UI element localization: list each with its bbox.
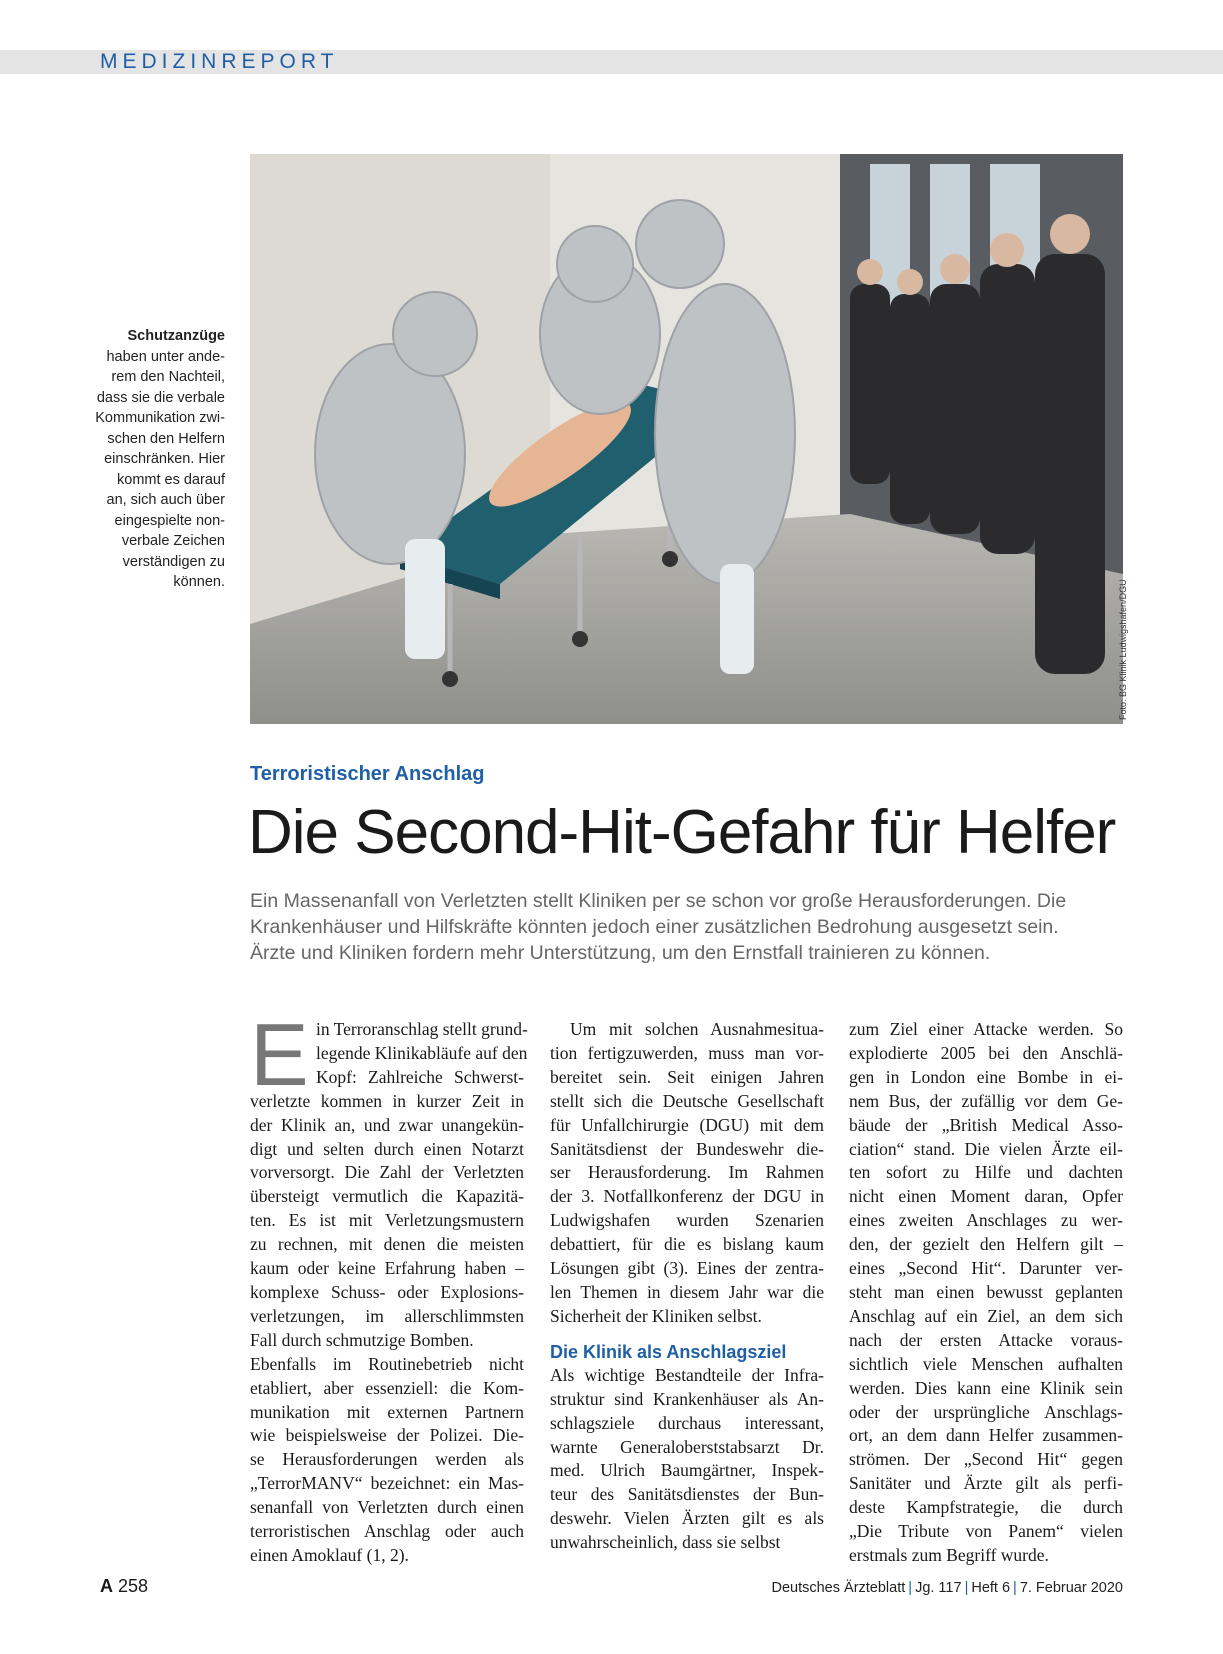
text-line: len Themen in diesem Jahr war die xyxy=(550,1281,824,1302)
text-line: tion fertigzuwerden, muss man vor- xyxy=(550,1042,824,1063)
text-line: ten. Es ist mit Verletzungsmustern xyxy=(250,1210,524,1231)
text-line: stellt sich die Deutsche Gesellschaft xyxy=(550,1090,824,1111)
text-line: Kopf: Zahlreiche Schwerst- xyxy=(316,1066,524,1087)
text-line: für Unfallchirurgie (DGU) mit dem xyxy=(550,1114,824,1135)
text-line: teur des Sanitätsdienstes der Bun- xyxy=(550,1484,824,1505)
text-line: steht man einen bewusst geplanten xyxy=(849,1281,1123,1302)
text-line: einen Amoklauf (1, 2). xyxy=(250,1544,409,1565)
text-line: Um mit solchen Ausnahmesitua- xyxy=(570,1019,824,1039)
caption-line: schen den Helfern xyxy=(107,430,225,447)
text-line: Lösungen gibt (3). Eines der zentra- xyxy=(550,1258,824,1279)
text-line: Fall durch schmutzige Bomben. xyxy=(250,1329,474,1350)
text-line: sichtlich viele Menschen aufhalten xyxy=(849,1353,1123,1374)
text-line: eines zweiten Anschlages zu wer- xyxy=(849,1210,1123,1231)
section-label: MEDIZINREPORT xyxy=(100,50,339,73)
text-line: Anschlag auf ein Ziel, an dem sich xyxy=(849,1305,1123,1326)
text-line: Ebenfalls im Routinebetrieb nicht xyxy=(250,1353,524,1374)
caption-line: eingespielte non- xyxy=(114,512,225,529)
text-line: ser Herausforderung. Im Rahmen xyxy=(550,1162,824,1183)
footer-separator: | xyxy=(908,1580,913,1596)
text-line: munikation mit externen Partnern xyxy=(250,1401,524,1422)
text-line: den, der gezielt den Helfern gilt – xyxy=(849,1234,1123,1255)
subheading: Die Klinik als Anschlagsziel xyxy=(550,1341,787,1362)
text-line: Sicherheit der Kliniken selbst. xyxy=(550,1305,762,1326)
caption-line: an, sich auch über xyxy=(106,492,225,508)
text-line: „TerrorMANV“ bezeichnet: ein Mas- xyxy=(250,1473,524,1494)
text-line: se Herausforderungen werden als xyxy=(250,1449,524,1470)
text-line: schlagsziele durchaus interessant, xyxy=(550,1412,824,1433)
article-photo xyxy=(250,154,1123,724)
text-line: warnte Generaloberststabsarzt Dr. xyxy=(550,1436,824,1457)
caption-line: dass sie die verbale xyxy=(96,389,225,406)
text-line: senanfall von Verletzten durch einen xyxy=(250,1497,524,1518)
text-line: digt und selten durch einen Notarzt xyxy=(250,1138,524,1159)
text-line: ten sofort zu Hilfe und dachten xyxy=(849,1162,1123,1183)
text-line: eines „Second Hit“. Darunter ver- xyxy=(849,1258,1123,1279)
caption-line: einschränken. Hier xyxy=(104,451,225,467)
text-line: oder der ursprüngliche Anschlags- xyxy=(849,1401,1123,1422)
text-line: der 3. Notfallkonferenz der DGU in xyxy=(550,1186,824,1207)
text-line: der Klinik an, und zwar unangekün- xyxy=(250,1114,524,1135)
text-line: werden. Dies kann eine Klinik sein xyxy=(849,1377,1123,1398)
text-line: erstmals zum Begriff wurde. xyxy=(849,1544,1049,1565)
journal-name: Deutsches Ärzteblatt xyxy=(771,1580,906,1596)
journal-volume: Jg. 117 xyxy=(915,1580,962,1596)
caption-bold: Schutzanzüge xyxy=(127,328,225,344)
text-line: unwahrscheinlich, dass sie selbst xyxy=(550,1532,781,1553)
text-line: deswehr. Vielen Ärzten gilt es als xyxy=(550,1508,824,1529)
journal-date: 7. Februar 2020 xyxy=(1019,1580,1123,1596)
text-line: gen in London eine Bombe in ei- xyxy=(849,1066,1123,1087)
text-line: ort, an dem dann Helfer zusammen- xyxy=(849,1425,1123,1446)
text-line: struktur sind Krankenhäuser als An- xyxy=(550,1388,824,1409)
journal-issue: Heft 6 xyxy=(971,1580,1011,1596)
text-line: „Die Tribute von Panem“ vielen xyxy=(849,1521,1123,1542)
text-line: nem Bus, der zufällig vor dem Ge- xyxy=(849,1090,1123,1111)
text-line: verletzungen, im allerschlimmsten xyxy=(250,1305,524,1326)
photo-illustration xyxy=(250,154,1123,724)
lead-line: Ein Massenanfall von Verletzten stellt Kliniken per se schon vor große Herausforderungen. Die xyxy=(250,890,1067,912)
text-line: etabliert, aber essenziell: die Kom- xyxy=(250,1377,524,1398)
text-column-3 xyxy=(849,1018,1123,1568)
text-line: Als wichtige Bestandteile der Infra- xyxy=(550,1364,824,1385)
dropcap: E xyxy=(250,1005,309,1104)
text-line: ciation“ stand. Die vielen Ärzte eil- xyxy=(849,1138,1123,1159)
article-lead xyxy=(250,888,1130,966)
caption-line: haben unter ande- xyxy=(106,348,225,365)
photo-credit: Foto: BG Klinik Ludwigshafen/DGU xyxy=(1118,579,1128,720)
journal-footer xyxy=(771,1580,1123,1596)
lead-line: Krankenhäuser und Hilfskräfte könnten jedoch einer zusätzlichen Bedrohung ausgesetzt sein. xyxy=(250,916,1059,938)
text-line: strömen. Der „Second Hit“ gegen xyxy=(849,1449,1123,1470)
text-line: vorversorgt. Die Zahl der Verletzten xyxy=(250,1162,524,1183)
page-prefix: A xyxy=(100,1576,113,1596)
text-line: nach der ersten Attacke voraus- xyxy=(849,1329,1123,1350)
page-number-value: 258 xyxy=(118,1576,149,1596)
text-line: komplexe Schuss- oder Explosions- xyxy=(250,1281,524,1302)
caption-line: kommt es darauf xyxy=(117,471,225,488)
photo-caption xyxy=(90,326,225,593)
text-line: zu rechnen, mit denen die meisten xyxy=(250,1234,524,1255)
text-line: explodierte 2005 bei den Anschlä- xyxy=(849,1042,1123,1063)
text-line: Sanitäter und Ärzte gilt als perfi- xyxy=(849,1473,1123,1494)
text-line: med. Ulrich Baumgärtner, Inspek- xyxy=(550,1460,824,1481)
lead-line: Ärzte und Kliniken fordern mehr Unterstützung, um den Ernstfall trainieren zu können. xyxy=(250,942,991,964)
text-line: bäude der „British Medical Asso- xyxy=(849,1114,1123,1135)
text-line: bereitet sein. Seit einigen Jahren xyxy=(550,1066,824,1087)
text-line: zum Ziel einer Attacke werden. So xyxy=(849,1019,1123,1039)
text-line: wie beispielsweise der Polizei. Die- xyxy=(250,1425,524,1446)
page-number xyxy=(100,1576,148,1597)
text-column-1 xyxy=(250,1005,528,1568)
caption-line: können. xyxy=(173,574,225,590)
article-kicker: Terroristischer Anschlag xyxy=(250,763,485,785)
text-line: verletzte kommen in kurzer Zeit in xyxy=(250,1090,524,1111)
caption-line: rem den Nachteil, xyxy=(111,369,225,385)
text-line: Sanitätsdienst der Bundeswehr die- xyxy=(550,1138,824,1159)
footer-separator: | xyxy=(1013,1580,1017,1596)
caption-line: Kommunikation zwi- xyxy=(95,410,225,426)
text-line: legende Klinikabläufe auf den xyxy=(316,1042,528,1063)
footer-separator: | xyxy=(964,1580,969,1596)
text-line: debattiert, für die es bislang kaum xyxy=(550,1234,824,1255)
text-line: in Terroranschlag stellt grund- xyxy=(316,1019,528,1039)
text-line: terroristischen Anschlag oder auch xyxy=(250,1521,524,1542)
text-line: nicht einen Moment daran, Opfer xyxy=(849,1186,1123,1207)
text-line: deste Kampfstrategie, die durch xyxy=(849,1497,1123,1518)
caption-line: verbale Zeichen xyxy=(121,533,225,549)
article-headline: Die Second-Hit-Gefahr für Helfer xyxy=(248,798,1116,867)
caption-line: verständigen zu xyxy=(122,553,225,570)
text-column-2 xyxy=(550,1018,824,1555)
text-line: kaum oder keine Erfahrung haben – xyxy=(250,1258,524,1279)
text-line: Ludwigshafen wurden Szenarien xyxy=(550,1210,824,1231)
text-line: übersteigt vermutlich die Kapazitä- xyxy=(250,1186,524,1207)
